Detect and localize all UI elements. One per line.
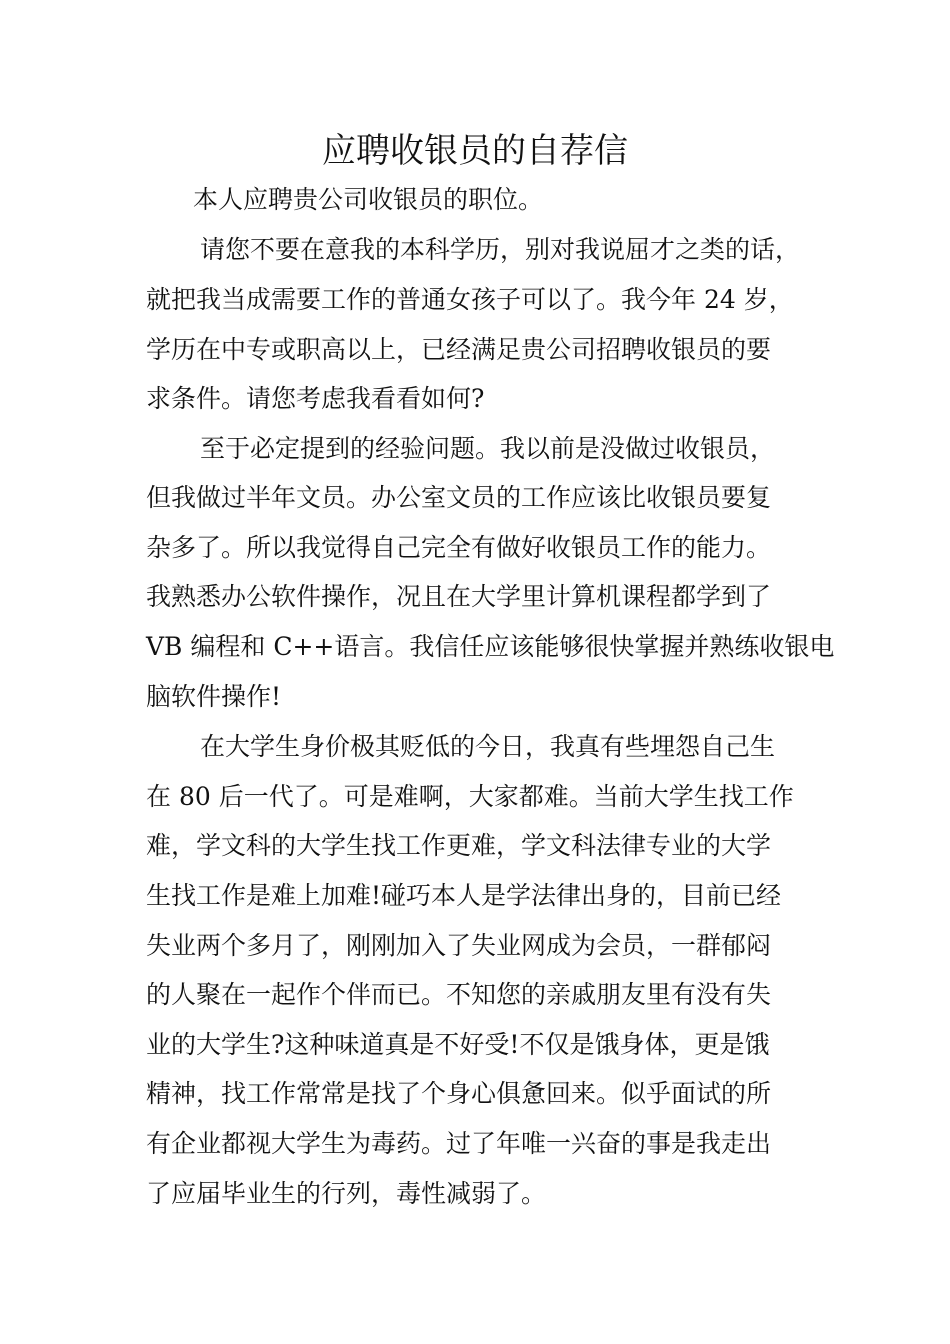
paragraph-2-line-3: 杂多了。所以我觉得自己完全有做好收银员工作的能力。 xyxy=(146,533,772,562)
document-title: 应聘收银员的自荐信 xyxy=(322,131,628,171)
paragraph-1-line-2: 就把我当成需要工作的普通女孩子可以了。我今年 24 岁， xyxy=(146,285,794,314)
paragraph-2-line-4: 我熟悉办公软件操作，况且在大学里计算机课程都学到了 xyxy=(146,582,772,611)
paragraph-2-line-2: 但我做过半年文员。办公室文员的工作应该比收银员要复 xyxy=(146,483,772,512)
paragraph-3-line-6: 的人聚在一起作个伴而已。不知您的亲戚朋友里有没有失 xyxy=(146,980,772,1009)
paragraph-3-line-5: 失业两个多月了，刚刚加入了失业网成为会员，一群郁闷 xyxy=(146,931,772,960)
paragraph-3-line-1: 在大学生身价极其贬低的今日，我真有些埋怨自己生 xyxy=(200,732,776,761)
paragraph-1-line-1: 请您不要在意我的本科学历，别对我说屈才之类的话， xyxy=(200,235,801,264)
paragraph-3-line-8: 精神，找工作常常是找了个身心俱惫回来。似乎面试的所 xyxy=(146,1079,772,1108)
paragraph-3-line-2: 在 80 后一代了。可是难啊，大家都难。当前大学生找工作 xyxy=(146,782,794,811)
paragraph-1-line-3: 学历在中专或职高以上，已经满足贵公司招聘收银员的要 xyxy=(146,335,772,364)
paragraph-1-line-4: 求条件。请您考虑我看看如何? xyxy=(146,384,485,413)
paragraph-3-line-3: 难，学文科的大学生找工作更难，学文科法律专业的大学 xyxy=(146,831,772,860)
paragraph-2-line-5: VB 编程和 C++语言。我信任应该能够很快掌握并熟练收银电 xyxy=(146,632,835,661)
paragraph-3-line-9: 有企业都视大学生为毒药。过了年唯一兴奋的事是我走出 xyxy=(146,1129,772,1158)
intro-line: 本人应聘贵公司收银员的职位。 xyxy=(193,185,544,214)
paragraph-3-line-10: 了应届毕业生的行列，毒性减弱了。 xyxy=(146,1179,547,1208)
paragraph-3-line-7: 业的大学生?这种味道真是不好受!不仅是饿身体，更是饿 xyxy=(146,1030,770,1059)
paragraph-2-line-1: 至于必定提到的经验问题。我以前是没做过收银员， xyxy=(200,434,776,463)
paragraph-3-line-4: 生找工作是难上加难!碰巧本人是学法律出身的，目前已经 xyxy=(146,881,782,910)
paragraph-2-line-6: 脑软件操作! xyxy=(146,682,282,711)
